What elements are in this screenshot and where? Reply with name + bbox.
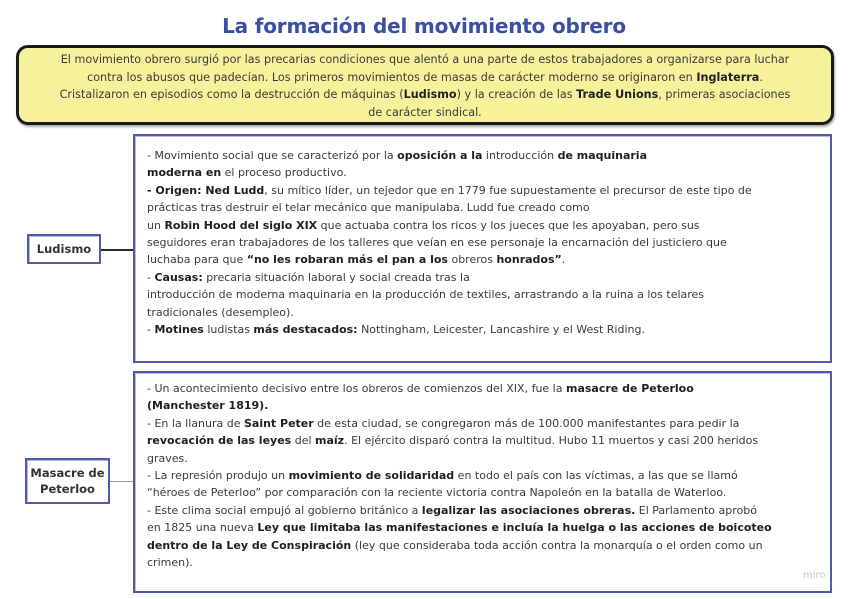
text-line: luchaba para que “no les robaran más el pan a los obreros honrados”. (147, 253, 566, 267)
text-line: dentro de la Ley de Conspiración (ley que consideraba toda acción contra la monarquía o el orden como un (147, 538, 763, 552)
text-line: prácticas tras destruir el telar mecánico que manipulaba. Ludd fue creado como (147, 201, 590, 215)
content-text-ludismo (147, 147, 818, 338)
text-line: Cristalizaron en episodios como la destrucción de máquinas (Ludismo) y la creación de las Trade Unions, primeras asociaciones (59, 88, 791, 101)
diagram-title: La formación del movimiento obrero (222, 14, 626, 38)
intro-text (25, 51, 825, 121)
text-line: “héroes de Peterloo” por comparación con la reciente victoria contra Napoleón en la batalla de Waterloo. (147, 486, 727, 500)
text-line: - Movimiento social que se caracterizó por la oposición a la introducción de maquinaria (147, 149, 647, 162)
text-line: en 1825 una nueva Ley que limitaba las manifestaciones e incluía la huelga o las acciones de boicoteo (147, 521, 772, 535)
connector-peterloo (110, 481, 133, 482)
text-line: seguidores eran trabajadores de los talleres que veían en ese personaje la encarnación del justiciero que (147, 236, 727, 250)
content-box-ludismo[interactable] (133, 134, 832, 363)
text-line: - Motines ludistas más destacados: Nottingham, Leicester, Lancashire y el West Riding. (147, 323, 645, 337)
node-label-text: Ludismo (36, 242, 92, 256)
text-line: (Manchester 1819). (147, 399, 269, 413)
text-line: - Este clima social empujó al gobierno británico a legalizar las asociaciones obreras. El Parlamento aprobó (147, 503, 757, 517)
connector-ludismo (101, 249, 133, 251)
node-label-ludismo[interactable] (27, 234, 101, 264)
text-line: El movimiento obrero surgió por las precarias condiciones que alentó a una parte de estos trabajadores a organizarse para luchar (60, 53, 790, 66)
text-line: graves. (147, 451, 188, 465)
node-label-peterloo[interactable] (25, 458, 110, 504)
intro-box (16, 45, 834, 125)
miro-watermark: miro (803, 570, 826, 581)
text-line: - Causas: precaria situación laboral y social creada tras la (147, 270, 470, 284)
text-line: - Un acontecimiento decisivo entre los obreros de comienzos del XIX, fue la masacre de Peterloo (147, 382, 694, 395)
text-line: - La represión produjo un movimiento de solidaridad en todo el país con las víctimas, a las que se llamó (147, 469, 738, 483)
text-line: crimen). (147, 556, 193, 570)
content-box-peterloo[interactable] (133, 371, 832, 593)
text-line: moderna en el proceso productivo. (147, 166, 347, 180)
text-line: de carácter sindical. (368, 105, 482, 119)
node-label-text: Masacre de Peterloo (30, 466, 105, 496)
text-line: introducción de moderna maquinaria en la producción de textiles, arrastrando a la ruina a los telares (147, 288, 705, 302)
text-line: revocación de las leyes del maíz. El ejército disparó contra la multitud. Hubo 11 muertos y casi 200 heridos (147, 434, 759, 448)
text-line: - Origen: Ned Ludd, su mítico líder, un tejedor que en 1779 fue supuestamente el precursor de este tipo de (147, 183, 752, 197)
content-text-peterloo (147, 380, 818, 571)
text-line: un Robin Hood del siglo XIX que actuaba contra los ricos y los jueces que les apoyaban, pero sus (147, 218, 700, 232)
text-line: - En la llanura de Saint Peter de esta ciudad, se congregaron más de 100.000 manifestantes para pedir la (147, 416, 740, 430)
text-line: contra los abusos que padecían. Los primeros movimientos de masas de carácter moderno se originaron en Inglaterra. (87, 70, 763, 84)
text-line: tradicionales (desempleo). (147, 305, 294, 319)
